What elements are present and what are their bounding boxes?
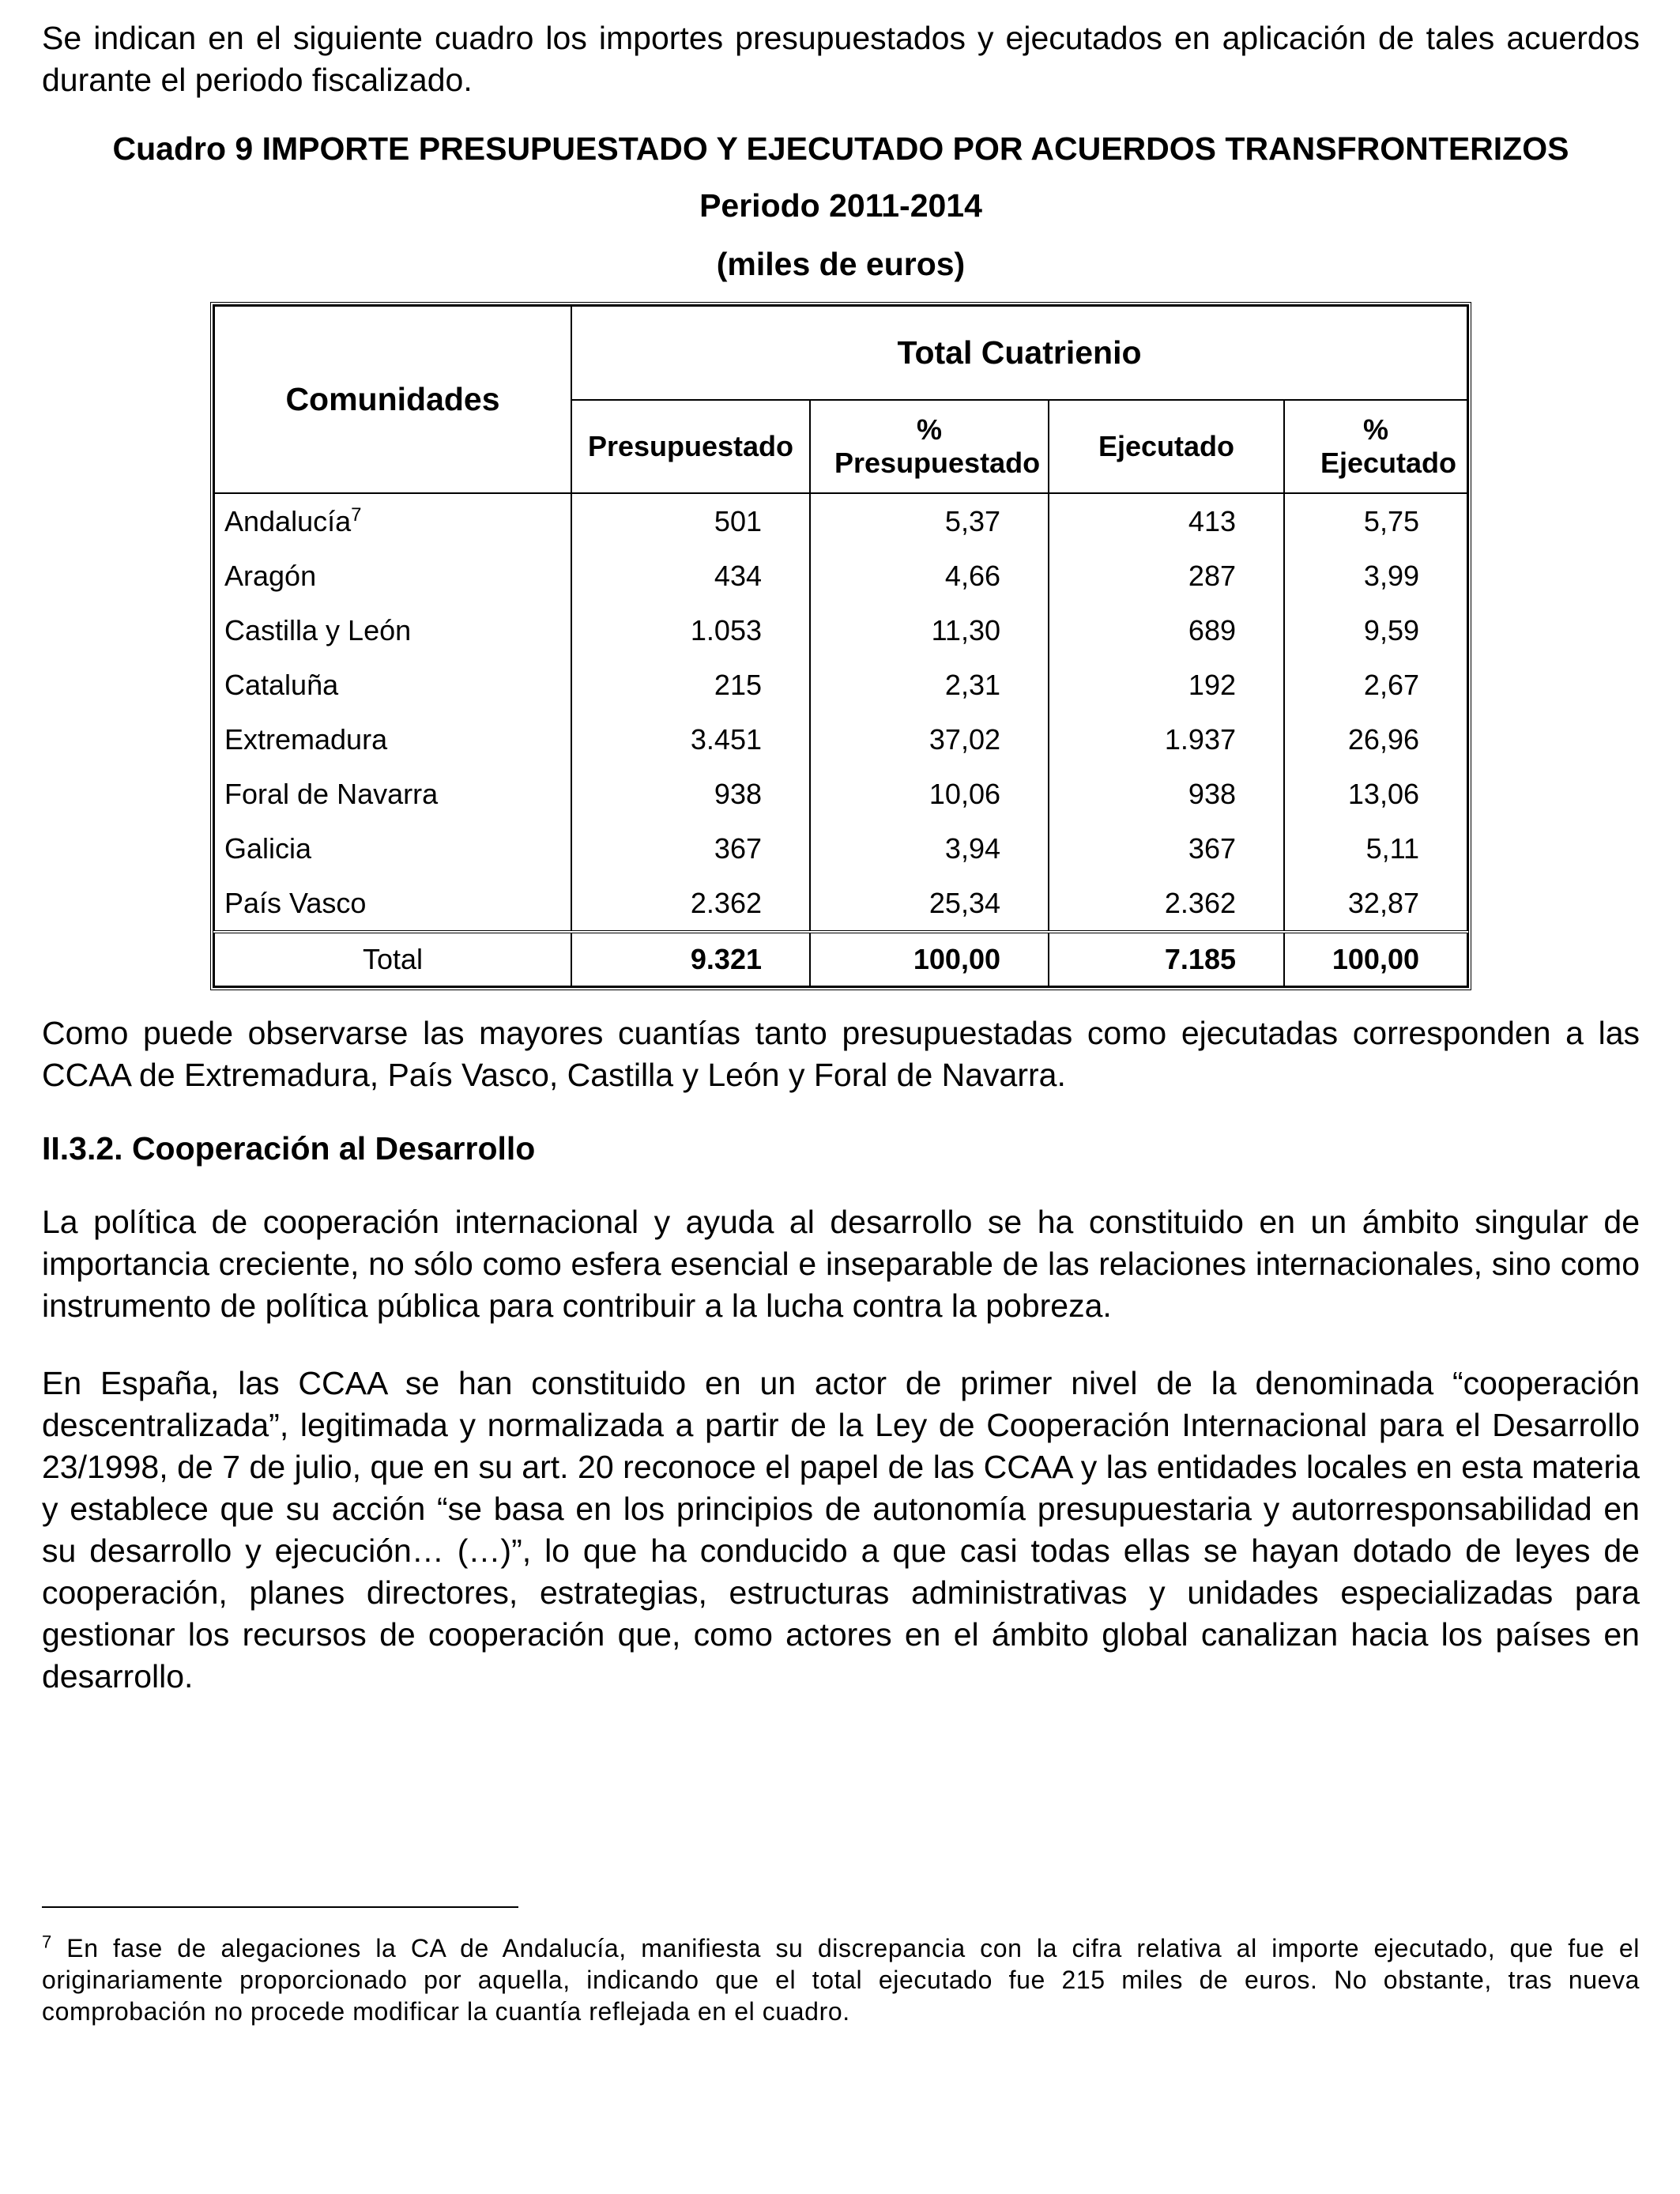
row-comunidad-name: País Vasco: [224, 887, 367, 919]
row-presupuestado: 367: [571, 821, 810, 876]
row-comunidad: [214, 712, 571, 767]
row-pct-ejecutado: 2,67: [1284, 658, 1467, 712]
row-comunidad: [214, 767, 571, 821]
row-pct-presupuestado: 2,31: [810, 658, 1049, 712]
row-pct-presupuestado: 3,94: [810, 821, 1049, 876]
row-comunidad: [214, 603, 571, 658]
total-pct-ejecutado: 100,00: [1284, 932, 1467, 986]
row-presupuestado: 434: [571, 548, 810, 603]
row-pct-presupuestado: 4,66: [810, 548, 1049, 603]
header-total-cuatrienio: Total Cuatrienio: [571, 306, 1467, 400]
row-comunidad: [214, 821, 571, 876]
row-ejecutado: 2.362: [1049, 876, 1284, 932]
row-ejecutado: 413: [1049, 493, 1284, 548]
row-presupuestado: 2.362: [571, 876, 810, 932]
row-pct-presupuestado: 37,02: [810, 712, 1049, 767]
row-pct-ejecutado: 13,06: [1284, 767, 1467, 821]
footnote-separator: [42, 1906, 518, 1908]
table-row: [214, 876, 1467, 932]
row-comunidad-name: Galicia: [224, 832, 312, 865]
section-heading: II.3.2. Cooperación al Desarrollo: [42, 1130, 536, 1167]
table-row: [214, 658, 1467, 712]
header-pct-presupuestado-label: % Presupuestado: [834, 413, 1041, 479]
table-caption-period: Periodo 2011-2014: [699, 187, 982, 224]
total-pct-presupuestado: 100,00: [810, 932, 1049, 986]
header-pct-ejecutado-label: % Ejecutado: [1320, 413, 1457, 479]
row-comunidad-name: Andalucía: [224, 505, 352, 537]
row-comunidad-name: Foral de Navarra: [224, 778, 439, 810]
row-pct-ejecutado: 32,87: [1284, 876, 1467, 932]
footnote-reference: 7: [351, 504, 362, 526]
table-caption-title: Cuadro 9 IMPORTE PRESUPUESTADO Y EJECUTADO POR ACUERDOS TRANSFRONTERIZOS: [112, 130, 1569, 167]
row-comunidad-name: Aragón: [224, 560, 317, 592]
budget-table-frame: [210, 302, 1471, 990]
table-body: [214, 493, 1467, 932]
row-pct-ejecutado: 26,96: [1284, 712, 1467, 767]
table-row: [214, 821, 1467, 876]
row-presupuestado: 1.053: [571, 603, 810, 658]
row-comunidad: [214, 548, 571, 603]
header-comunidades: Comunidades: [214, 306, 571, 493]
table-caption-units: (miles de euros): [716, 246, 966, 282]
after-table-paragraph: Como puede observarse las mayores cuantías tanto presupuestadas como ejecutadas corresponden a las CCAA de Extremadura, País Vasco, Castilla y León y Foral de Navarra.: [42, 1015, 1640, 1093]
table-row: [214, 493, 1467, 548]
row-ejecutado: 938: [1049, 767, 1284, 821]
row-pct-presupuestado: 10,06: [810, 767, 1049, 821]
row-presupuestado: 215: [571, 658, 810, 712]
table-row: [214, 767, 1467, 821]
row-comunidad-name: Extremadura: [224, 723, 388, 756]
footnote-mark: 7: [42, 1932, 52, 1952]
row-comunidad: [214, 658, 571, 712]
table-total-row: [214, 932, 1467, 986]
row-ejecutado: 192: [1049, 658, 1284, 712]
total-presupuestado: 9.321: [571, 932, 810, 986]
header-presupuestado: Presupuestado: [571, 400, 810, 493]
table-row: [214, 603, 1467, 658]
row-comunidad-name: Castilla y León: [224, 614, 412, 647]
budget-table: [213, 305, 1468, 987]
footnote: [42, 1932, 1640, 2027]
total-label: Total: [214, 932, 571, 986]
table-row: [214, 712, 1467, 767]
body-paragraph-2: En España, las CCAA se han constituido en un actor de primer nivel de la denominada “cooperación descentralizada”, legitimada y normalizada a partir de la Ley de Cooperación Internacional para el Desarrollo 23/1998, de 7 de julio, que en su art. 20 reconoce el papel de las CCAA y las entidades locales en esta materia y establece que su acción “se basa en los principios de autonomía presupuestaria y autorresponsabilidad en su desarrollo y ejecución… (…)”, lo que ha conducido a que casi todas ellas se hayan dotado de leyes de cooperación, planes directores, estrategias, estructuras administrativas y unidades especializadas para gestionar los recursos de cooperación que, como actores en el ámbito global canalizan hacia los países en desarrollo.: [42, 1365, 1640, 1695]
row-ejecutado: 367: [1049, 821, 1284, 876]
body-paragraph-1: La política de cooperación internacional y ayuda al desarrollo se ha constituido en un ámbito singular de importancia creciente, no sólo como esfera esencial e inseparable de las relaciones internacionales, sino como instrumento de política pública para contribuir a la lucha contra la pobreza.: [42, 1204, 1640, 1324]
row-ejecutado: 689: [1049, 603, 1284, 658]
row-presupuestado: 3.451: [571, 712, 810, 767]
row-ejecutado: 1.937: [1049, 712, 1284, 767]
table-row: [214, 548, 1467, 603]
row-pct-presupuestado: 11,30: [810, 603, 1049, 658]
header-ejecutado: Ejecutado: [1049, 400, 1284, 493]
header-pct-presupuestado: [810, 400, 1049, 493]
row-pct-ejecutado: 3,99: [1284, 548, 1467, 603]
row-comunidad: [214, 876, 571, 932]
total-ejecutado: 7.185: [1049, 932, 1284, 986]
row-ejecutado: 287: [1049, 548, 1284, 603]
intro-paragraph: Se indican en el siguiente cuadro los importes presupuestados y ejecutados en aplicación de tales acuerdos durante el periodo fiscalizado.: [42, 20, 1640, 98]
row-pct-ejecutado: 9,59: [1284, 603, 1467, 658]
row-presupuestado: 501: [571, 493, 810, 548]
row-comunidad: [214, 493, 571, 548]
header-pct-ejecutado: [1284, 400, 1467, 493]
row-pct-presupuestado: 5,37: [810, 493, 1049, 548]
row-pct-ejecutado: 5,11: [1284, 821, 1467, 876]
footnote-text: En fase de alegaciones la CA de Andalucía, manifiesta su discrepancia con la cifra relativa al importe ejecutado, que fue el originariamente proporcionado por aquella, indicando que el total ejecutado fue 215 miles de euros. No obstante, tras nueva comprobación no procede modificar la cuantía reflejada en el cuadro.: [42, 1934, 1640, 2026]
row-presupuestado: 938: [571, 767, 810, 821]
row-pct-ejecutado: 5,75: [1284, 493, 1467, 548]
row-comunidad-name: Cataluña: [224, 669, 339, 701]
document-page: [42, 17, 1640, 1733]
row-pct-presupuestado: 25,34: [810, 876, 1049, 932]
